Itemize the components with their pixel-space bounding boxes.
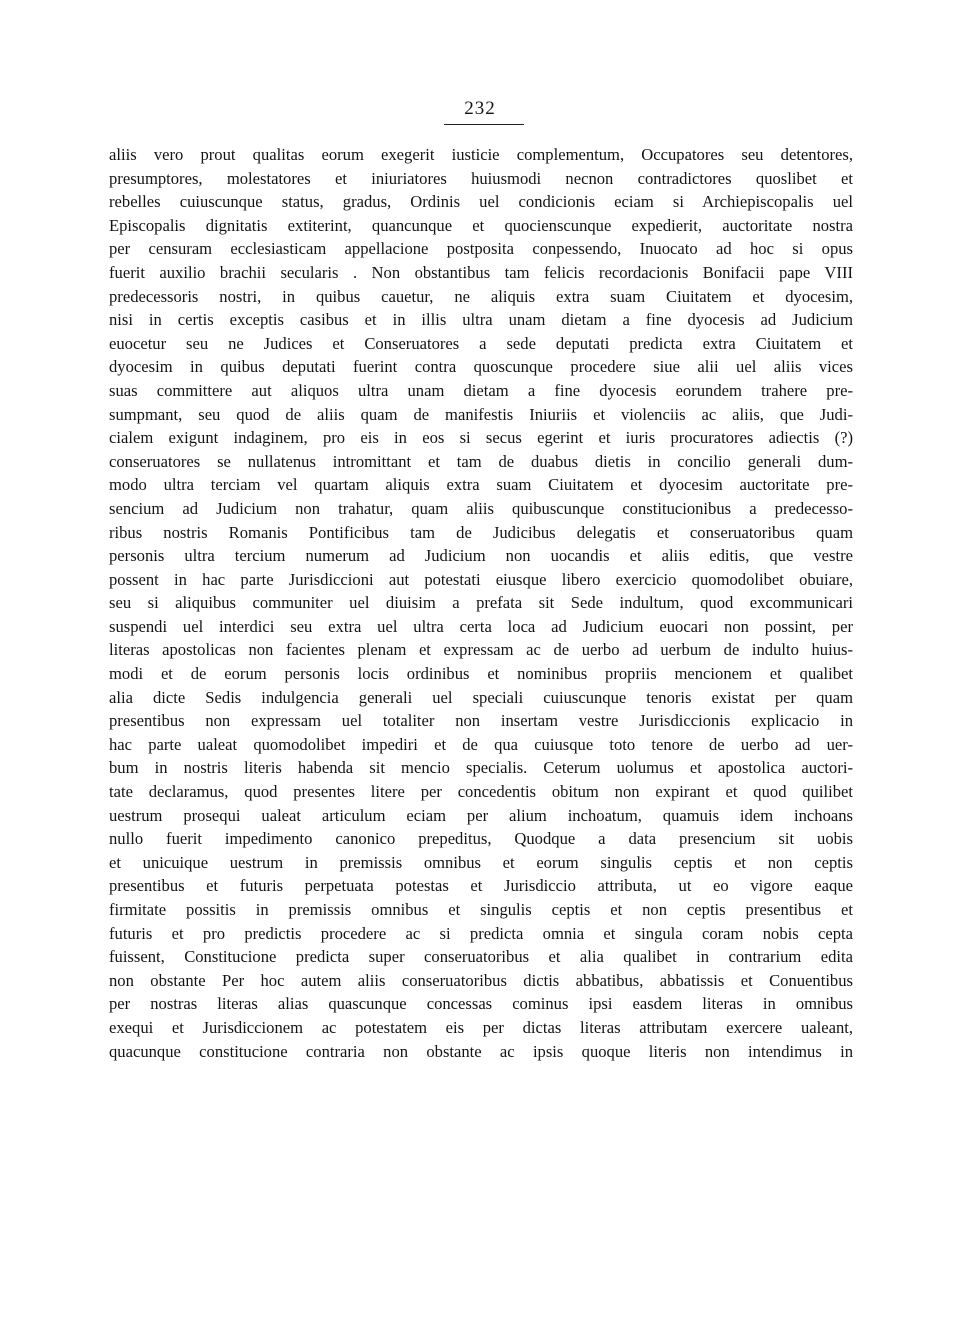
page-number-rule bbox=[444, 124, 524, 125]
text-line: rebelles cuiuscunque status, gradus, Ordinis uel condicionis eciam si Archiepiscopalis uel bbox=[109, 192, 853, 212]
text-line: hac parte ualeat quomodolibet impediri et de qua cuiusque toto tenore de uerbo ad uer- bbox=[109, 734, 853, 754]
text-line: suspendi uel interdici seu extra uel ultra certa loca ad Judicium euocari non possint, per bbox=[109, 616, 853, 636]
text-line: non obstante Per hoc autem aliis conseruatoribus dictis abbatibus, abbatissis et Conuentibus bbox=[109, 970, 853, 990]
text-line: bum in nostris literis habenda sit mencio specialis. Ceterum uolumus et apostolica auctori- bbox=[109, 758, 853, 778]
text-line: presentibus et futuris perpetuata potestas et Jurisdiccio attributa, ut eo vigore eaque bbox=[109, 876, 853, 896]
text-line: uestrum prosequi ualeat articulum eciam per alium inchoatum, quamuis idem inchoans bbox=[109, 805, 853, 825]
text-line: alia dicte Sedis indulgencia generali uel speciali cuiuscunque tenoris existat per quam bbox=[109, 687, 853, 707]
text-line: nisi in certis exceptis casibus et in illis ultra unam dietam a fine dyocesis ad Judicium bbox=[109, 310, 853, 330]
text-line: predecessoris nostri, in quibus cauetur, ne aliquis extra suam Ciuitatem et dyocesim, bbox=[109, 286, 853, 306]
page-number: 232 bbox=[464, 98, 496, 119]
text-line: dyocesim in quibus deputati fuerint contra quoscunque procedere siue alii uel aliis vices bbox=[109, 357, 853, 377]
text-line: firmitate possitis in premissis omnibus et singulis ceptis et non ceptis presentibus et bbox=[109, 900, 853, 919]
text-line: presumptores, molestatores et iniuriatores huiusmodi necnon contradictores quoslibet et bbox=[109, 168, 853, 188]
text-line: nullo fuerit impedimento canonico prepeditus, Quodque a data presencium sit uobis bbox=[109, 829, 853, 849]
text-line: suas committere aut aliquos ultra unam dietam a fine dyocesis eorundem trahere pre- bbox=[109, 380, 853, 400]
text-line: et unicuique uestrum in premissis omnibus et eorum singulis ceptis et non ceptis bbox=[109, 852, 853, 872]
text-line: per nostras literas alias quascunque concessas cominus ipsi easdem literas in omnibus bbox=[109, 994, 853, 1014]
text-line: presentibus non expressam uel totaliter non insertam vestre Jurisdiccionis explicacio in bbox=[109, 711, 853, 731]
text-line: modo ultra terciam vel quartam aliquis extra suam Ciuitatem et dyocesim auctoritate pre- bbox=[109, 475, 853, 495]
text-line: fuerit auxilio brachii secularis . Non obstantibus tam felicis recordacionis Bonifacii pape VIII bbox=[109, 262, 853, 282]
body-text bbox=[109, 143, 853, 1063]
text-line: quacunque constitucione contraria non obstante ac ipsis quoque literis non intendimus in bbox=[109, 1041, 853, 1061]
text-line: sencium ad Judicium non trahatur, quam aliis quibuscunque constitucionibus a predecesso- bbox=[109, 498, 853, 518]
text-line: cialem exigunt indaginem, pro eis in eos si secus egerint et iuris procuratores adiectis (?) bbox=[109, 428, 853, 448]
text-line: conseruatores se nullatenus intromittant et tam de duabus dietis in concilio generali dum- bbox=[109, 451, 853, 471]
text-line: modi et de eorum personis locis ordinibus et nominibus propriis mencionem et qualibet bbox=[109, 664, 853, 684]
text-line: euocetur seu ne Judices et Conseruatores a sede deputati predicta extra Ciuitatem et bbox=[109, 333, 853, 353]
text-line: per censuram ecclesiasticam appellacione postposita conpessendo, Inuocato ad hoc si opus bbox=[109, 239, 853, 259]
text-line: ribus nostris Romanis Pontificibus tam de Judicibus delegatis et conseruatoribus quam bbox=[109, 522, 853, 542]
text-line: seu si aliquibus communiter uel diuisim a prefata sit Sede indultum, quod excommunicari bbox=[109, 593, 853, 613]
text-line: aliis vero prout qualitas eorum exegerit iusticie complementum, Occupatores seu detentores, bbox=[109, 145, 853, 164]
text-line: personis ultra tercium numerum ad Judicium non uocandis et aliis editis, que vestre bbox=[109, 546, 853, 566]
text-line: Episcopalis dignitatis extiterint, quancunque et quocienscunque expedierit, auctoritate nostra bbox=[109, 215, 853, 235]
text-line: sumpmant, seu quod de aliis quam de manifestis Iniuriis et violenciis ac aliis, que Judi- bbox=[109, 404, 853, 424]
text-line: possent in hac parte Jurisdiccioni aut potestati eiusque libero exercicio quomodolibet obuiare, bbox=[109, 569, 853, 589]
text-line: fuissent, Constitucione predicta super conseruatoribus et alia qualibet in contrarium edita bbox=[109, 947, 853, 967]
text-line: tate declaramus, quod presentes litere per concedentis obitum non expirant et quod quilibet bbox=[109, 782, 853, 802]
text-line: exequi et Jurisdiccionem ac potestatem eis per dictas literas attributam exercere ualeant, bbox=[109, 1017, 853, 1037]
text-line: futuris et pro predictis procedere ac si predicta omnia et singula coram nobis cepta bbox=[109, 923, 853, 943]
text-line: literas apostolicas non facientes plenam et expressam ac de uerbo ad uerbum de indulto huius- bbox=[109, 640, 853, 660]
